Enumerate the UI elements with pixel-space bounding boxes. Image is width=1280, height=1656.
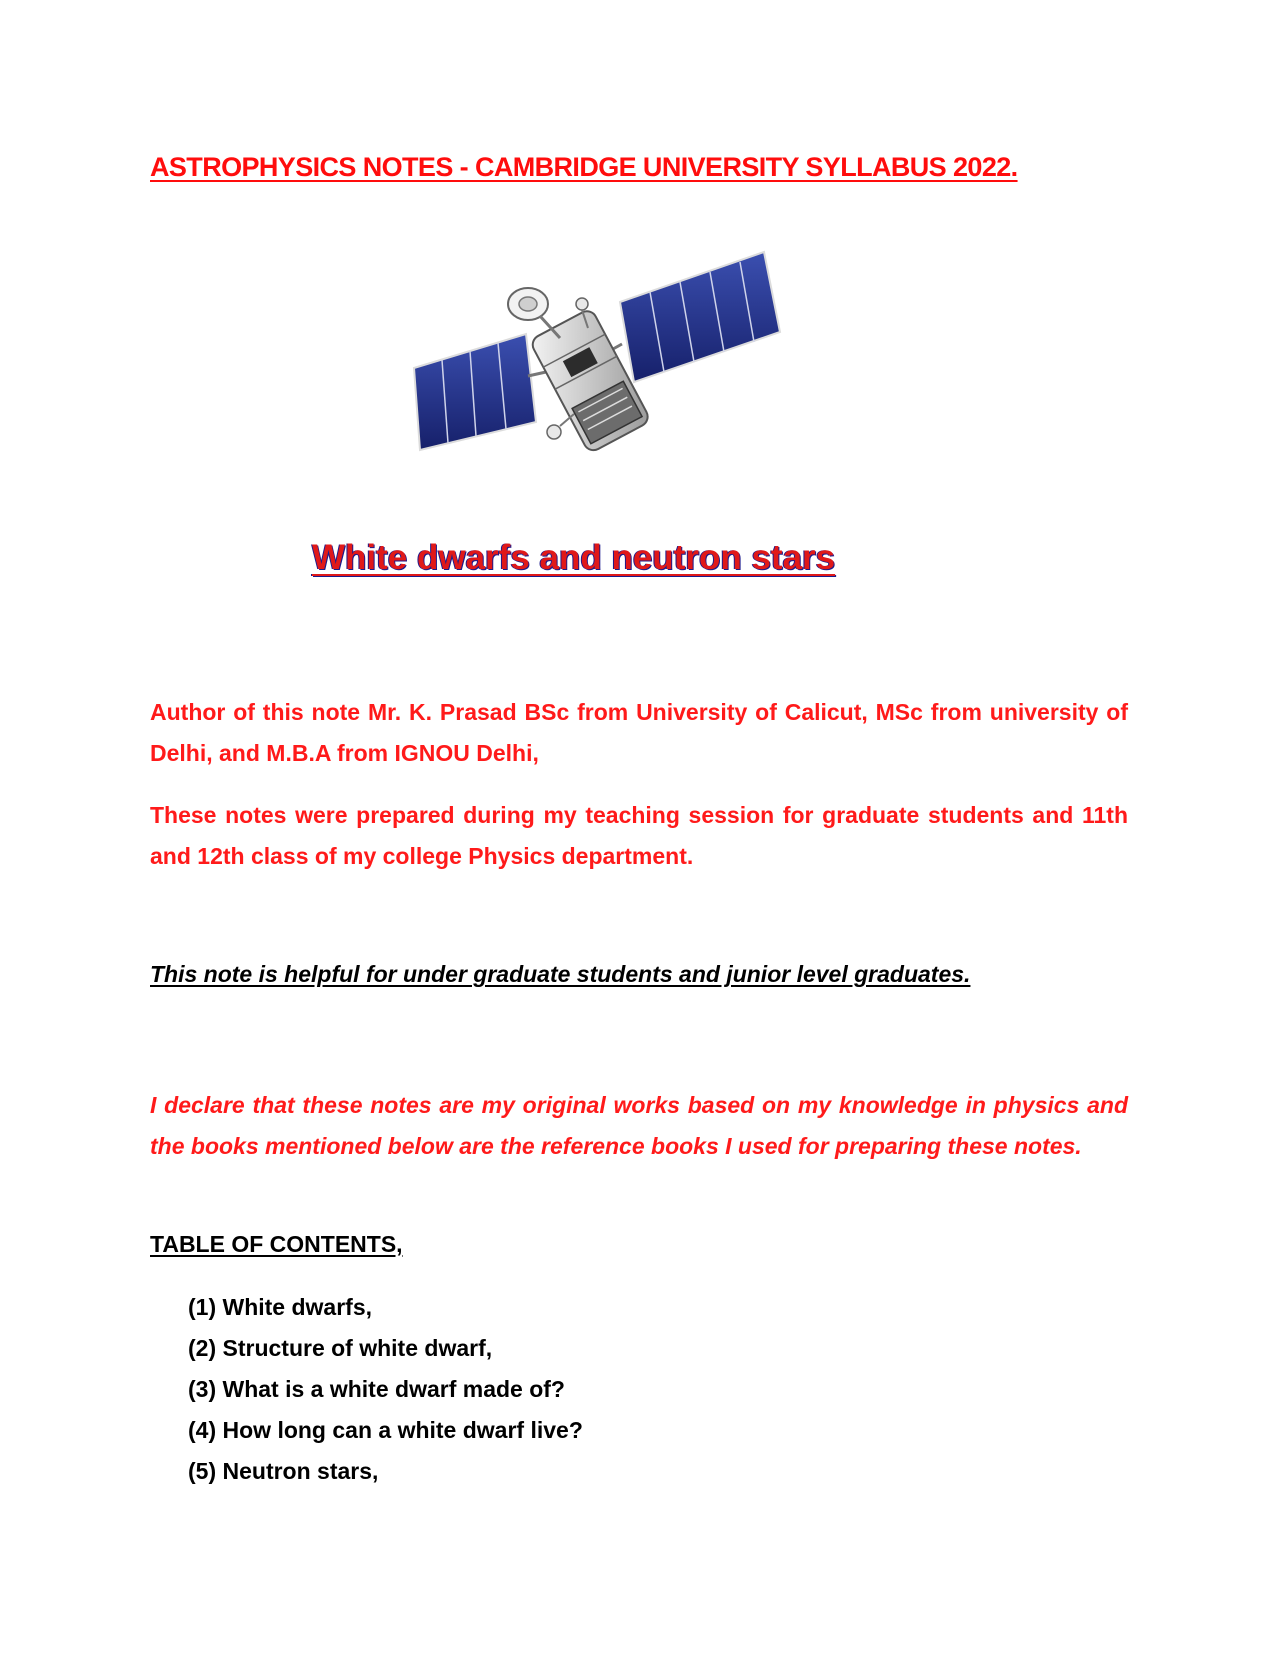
- author-paragraph: Author of this note Mr. K. Prasad BSc from University of Calicut, MSc from university of Delhi, and M.B.A from IGNOU Delhi,: [150, 699, 1128, 766]
- toc-heading: TABLE OF CONTENTS,: [150, 1231, 403, 1257]
- toc-item: (1) White dwarfs,: [188, 1294, 373, 1320]
- toc-item: (5) Neutron stars,: [188, 1458, 379, 1484]
- toc-item: (4) How long can a white dwarf live?: [188, 1417, 583, 1443]
- toc-item: (3) What is a white dwarf made of?: [188, 1376, 565, 1402]
- helpful-note: This note is helpful for under graduate students and junior level graduates.: [150, 961, 971, 987]
- satellite-icon: [408, 246, 822, 468]
- section-subtitle: White dwarfs and neutron stars: [312, 538, 836, 577]
- declaration-paragraph: I declare that these notes are my original works based on my knowledge in physics and the books mentioned below are the reference books I used for preparing these notes.: [150, 1092, 1128, 1159]
- prepared-paragraph: These notes were prepared during my teaching session for graduate students and 11th and 12th class of my college Physics department.: [150, 802, 1128, 869]
- toc-item: (2) Structure of white dwarf,: [188, 1335, 493, 1361]
- toc-list: [188, 1287, 583, 1492]
- page-title: ASTROPHYSICS NOTES - CAMBRIDGE UNIVERSITY SYLLABUS 2022.: [150, 152, 1018, 182]
